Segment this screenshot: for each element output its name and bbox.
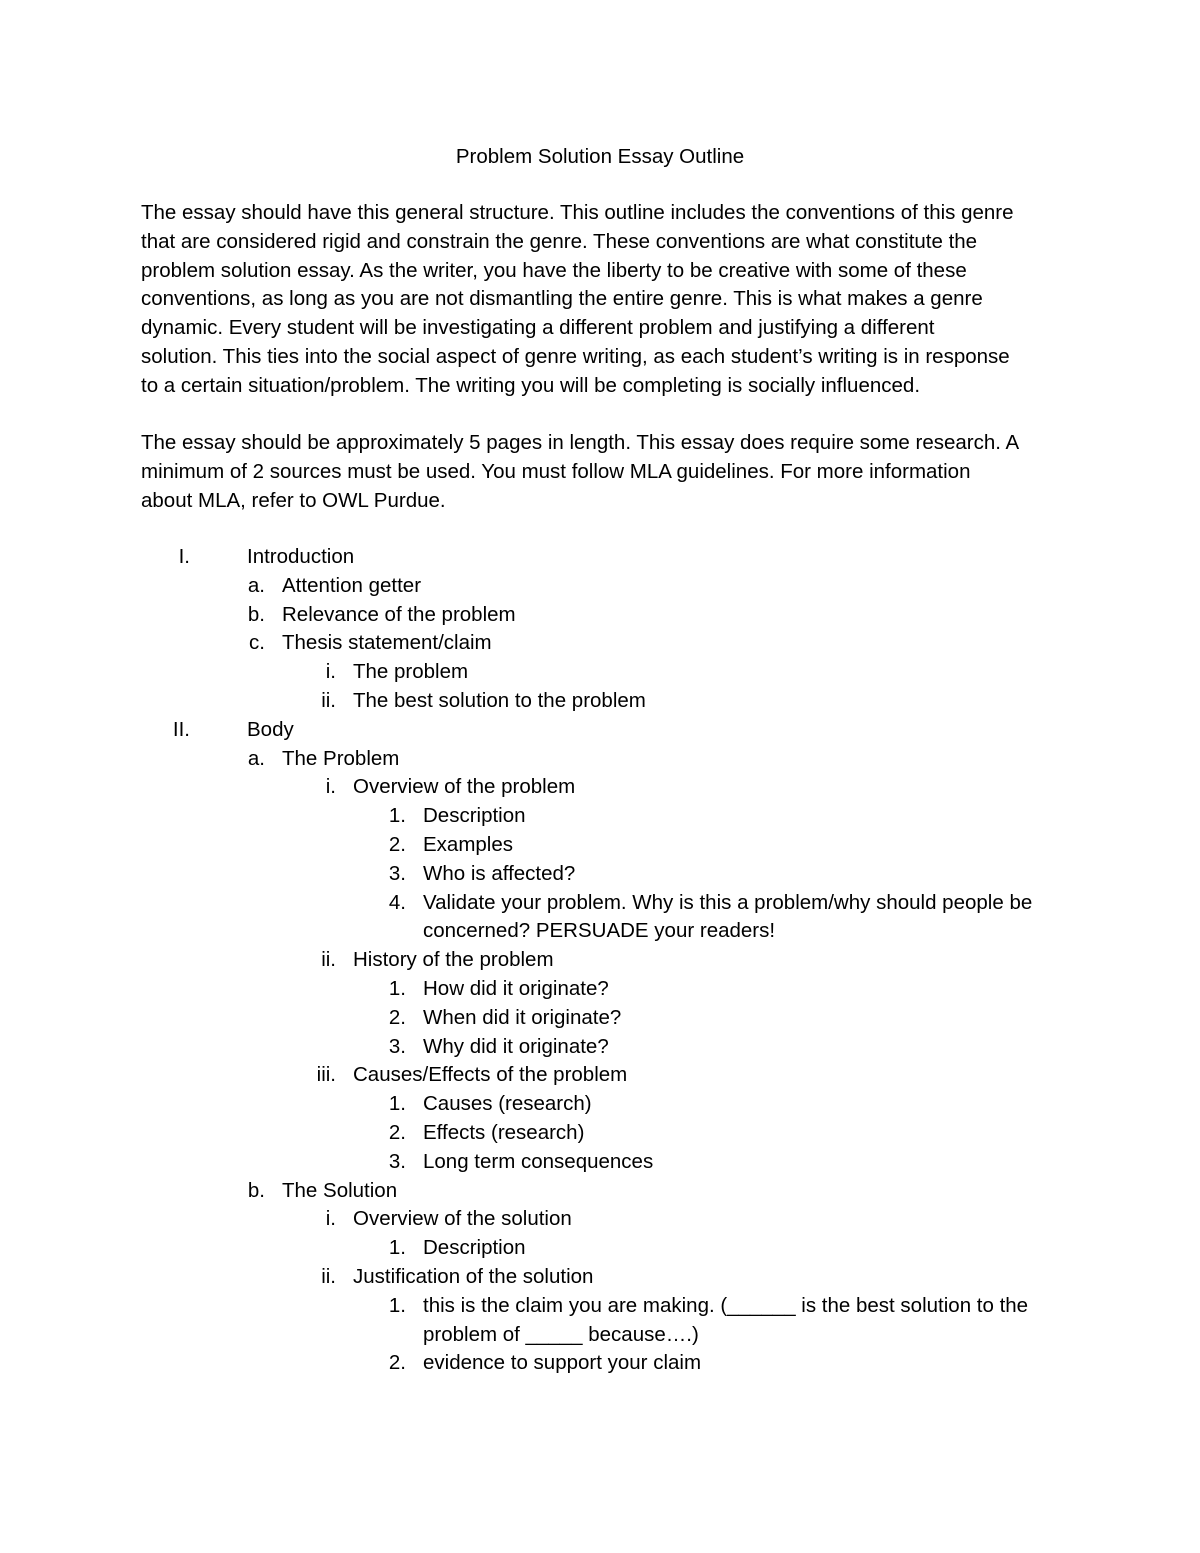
paragraph-line: problem solution essay. As the writer, you have the liberty to be creative with some of these bbox=[141, 258, 967, 282]
outline-text: Long term consequences bbox=[423, 1149, 654, 1173]
paragraph-line: The essay should have this general structure. This outline includes the conventions of this genre bbox=[141, 201, 1014, 224]
outline-text: Overview of the solution bbox=[353, 1207, 572, 1231]
outline-text: Body bbox=[247, 717, 294, 741]
outline-item bbox=[0, 1004, 1200, 1033]
outline-item bbox=[0, 716, 1200, 745]
outline-marker: b. bbox=[247, 602, 265, 626]
outline-item bbox=[0, 572, 1200, 601]
outline-marker: I. bbox=[178, 545, 190, 568]
outline-marker: b. bbox=[247, 1178, 265, 1202]
outline-text: Causes/Effects of the problem bbox=[353, 1063, 628, 1087]
outline-text: Effects (research) bbox=[423, 1120, 585, 1144]
outline-marker: c. bbox=[249, 631, 265, 655]
outline-item bbox=[0, 946, 1200, 975]
outline-marker: a. bbox=[247, 573, 265, 597]
outline-marker: 1. bbox=[388, 1092, 406, 1116]
outline-item bbox=[0, 1119, 1200, 1148]
outline-item bbox=[0, 1177, 1200, 1206]
outline-item bbox=[0, 975, 1200, 1004]
page-title: Problem Solution Essay Outline bbox=[455, 145, 745, 168]
outline-marker: 2. bbox=[388, 1351, 406, 1375]
outline-marker: 2. bbox=[388, 1120, 406, 1144]
outline-text: The Solution bbox=[282, 1178, 398, 1202]
outline-item bbox=[0, 1061, 1200, 1090]
outline-text: The problem bbox=[353, 660, 469, 684]
paragraph-line: solution. This ties into the social aspect of genre writing, as each student’s writing is in response bbox=[141, 344, 1010, 368]
outline-item bbox=[0, 687, 1200, 716]
paragraph-line: that are considered rigid and constrain the genre. These conventions are what constitute the bbox=[141, 229, 978, 253]
outline-marker: i. bbox=[325, 660, 336, 684]
outline-item bbox=[0, 773, 1200, 802]
outline-marker: a. bbox=[247, 746, 265, 770]
outline-item bbox=[0, 658, 1200, 687]
outline-text: Overview of the problem bbox=[353, 775, 576, 799]
outline-item bbox=[0, 1033, 1200, 1062]
outline-item bbox=[0, 1205, 1200, 1234]
outline-marker: 2. bbox=[388, 1005, 406, 1029]
outline-item bbox=[0, 860, 1200, 889]
paragraph-line: minimum of 2 sources must be used. You must follow MLA guidelines. For more information bbox=[141, 459, 971, 483]
paragraph-line: dynamic. Every student will be investigating a different problem and justifying a different bbox=[141, 316, 935, 340]
outline-marker: 1. bbox=[388, 1236, 406, 1260]
outline-text: When did it originate? bbox=[423, 1005, 622, 1029]
outline-marker: 4. bbox=[388, 890, 406, 914]
outline-item bbox=[0, 1349, 1200, 1378]
paragraph-line: The essay should be approximately 5 pages in length. This essay does require some research. A bbox=[141, 431, 1020, 454]
outline-text: The best solution to the problem bbox=[353, 688, 646, 712]
outline-marker: 1. bbox=[388, 976, 406, 1000]
outline-text: Why did it originate? bbox=[423, 1034, 609, 1058]
outline-marker: 1. bbox=[388, 804, 406, 828]
outline-text: History of the problem bbox=[353, 948, 554, 972]
essay-outline bbox=[0, 543, 1200, 1378]
outline-item bbox=[0, 543, 1200, 572]
outline-text: Description bbox=[423, 1236, 526, 1260]
paragraph-line: about MLA, refer to OWL Purdue. bbox=[141, 488, 446, 512]
outline-marker: 3. bbox=[388, 1034, 406, 1058]
outline-marker: 1. bbox=[388, 1293, 406, 1317]
outline-item bbox=[0, 601, 1200, 630]
outline-marker: ii. bbox=[321, 1264, 336, 1288]
outline-text: this is the claim you are making. (______ is the best solution to the problem of _____ because….) bbox=[423, 1293, 1029, 1346]
outline-text: Examples bbox=[423, 832, 514, 856]
outline-marker: ii. bbox=[321, 688, 336, 712]
outline-text: Attention getter bbox=[282, 573, 422, 597]
paragraph-line: to a certain situation/problem. The writing you will be completing is socially influenced. bbox=[141, 373, 921, 397]
outline-item bbox=[0, 1090, 1200, 1119]
outline-marker: 3. bbox=[388, 861, 406, 885]
outline-marker: 3. bbox=[388, 1149, 406, 1173]
outline-marker: iii. bbox=[316, 1063, 336, 1087]
outline-marker: i. bbox=[325, 1207, 336, 1231]
outline-marker: i. bbox=[325, 775, 336, 799]
outline-text: Introduction bbox=[247, 545, 355, 568]
outline-text: Description bbox=[423, 804, 526, 828]
paragraph-line: conventions, as long as you are not dismantling the entire genre. This is what makes a genre bbox=[141, 287, 983, 311]
outline-text: Who is affected? bbox=[423, 861, 576, 885]
outline-text: Justification of the solution bbox=[353, 1264, 594, 1288]
outline-marker: 2. bbox=[388, 832, 406, 856]
outline-text: The Problem bbox=[282, 746, 400, 770]
outline-text: Causes (research) bbox=[423, 1092, 592, 1116]
requirements-paragraph bbox=[141, 429, 1071, 515]
outline-text: Thesis statement/claim bbox=[282, 631, 492, 655]
outline-text: How did it originate? bbox=[423, 976, 609, 1000]
outline-item bbox=[0, 1263, 1200, 1292]
outline-item bbox=[0, 802, 1200, 831]
outline-item bbox=[0, 1148, 1200, 1177]
intro-paragraph bbox=[141, 199, 1071, 401]
outline-item bbox=[0, 745, 1200, 774]
outline-text: evidence to support your claim bbox=[423, 1351, 702, 1375]
outline-marker: II. bbox=[172, 717, 190, 741]
outline-item bbox=[0, 629, 1200, 658]
outline-text: Validate your problem. Why is this a problem/why should people be concerned? PERSUADE your readers! bbox=[423, 890, 1033, 943]
outline-item bbox=[0, 1292, 1200, 1350]
outline-item bbox=[0, 889, 1200, 947]
outline-marker: ii. bbox=[321, 948, 336, 972]
outline-item bbox=[0, 1234, 1200, 1263]
outline-text: Relevance of the problem bbox=[282, 602, 516, 626]
outline-item bbox=[0, 831, 1200, 860]
